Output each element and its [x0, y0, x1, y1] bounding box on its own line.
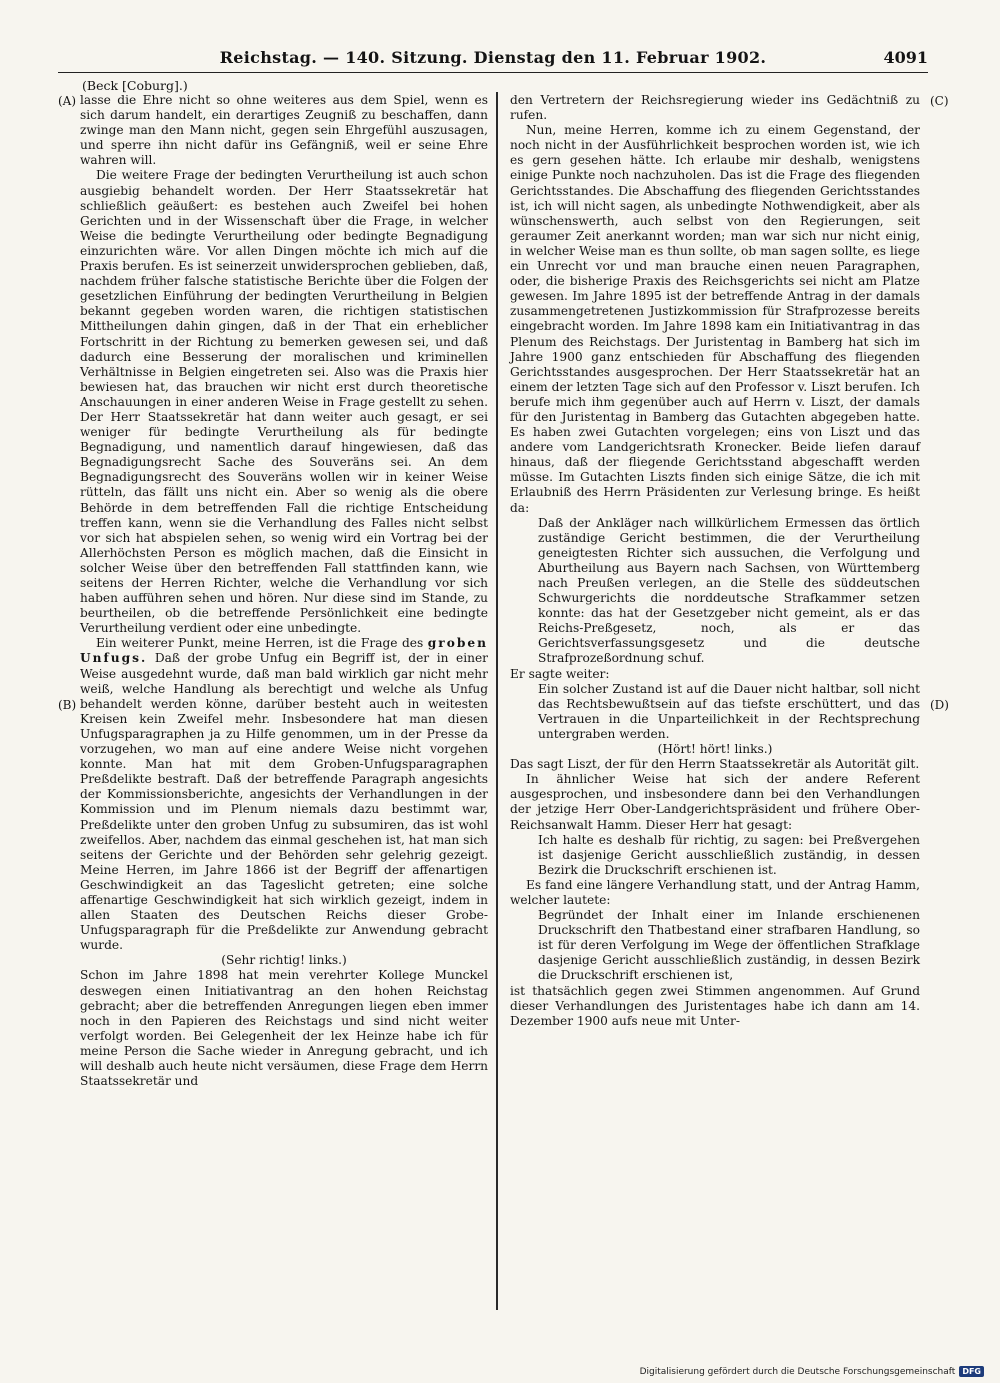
margin-marker-a: (A) [58, 94, 77, 108]
right-paragraph: ist thatsächlich gegen zwei Stimmen angenommen. Auf Grund dieser Verhandlungen des Juristentages habe ich dann am 14. Dezember 1900 aufs neue mit Unter- [510, 983, 920, 1028]
left-paragraph [80, 636, 488, 953]
left-column [80, 93, 488, 1089]
right-paragraph: den Vertretern der Reichsregierung wieder ins Gedächtniß zu rufen. [510, 93, 920, 123]
right-paragraph: Es fand eine längere Verhandlung statt, und der Antrag Hamm, welcher lautete: [510, 877, 920, 907]
column-divider [496, 92, 498, 1310]
page-number: 4091 [883, 48, 928, 67]
left-paragraph: Die weitere Frage der bedingten Verurtheilung ist auch schon ausgiebig behandelt worden. Der Herr Staatssekretär hat schließlich geäußert: es bestehen auch Zweifel bei hohen Gerichten und in der Wissenschaft über die Frage, in welcher Weise die bedingte Verurtheilung oder bedingte Begnadigung einzurichten wäre. Vor allen Dingen möchte ich mich auf die Praxis berufen. Es ist seinerzeit unwidersprochen geblieben, daß, nachdem früher falsche statistische Berichte über die Folgen der gesetzlichen Einführung der bedingten Verurtheilung in Belgien bekannt gegeben worden waren, die richtigen statistischen Mittheilungen dahin gingen, daß in der That ein erheblicher Fortschritt in der Richtung zu bemerken gewesen sei, und daß dadurch eine Besserung der moralischen und kriminellen Verhältnisse in Belgien eingetreten sei. Also was die Praxis hier bewiesen hat, das brauchen wir nicht erst durch theoretische Anschauungen in einer anderen Weise in Frage gestellt zu sehen. Der Herr Staatssekretär hat dann weiter auch gesagt, er sei weniger für bedingte Verurtheilung als für bedingte Begnadigung, und namentlich darauf hingewiesen, daß das Begnadigungsrecht Sache des Souveräns sei. An dem Begnadigungsrecht des Souveräns wollen wir in keiner Weise rütteln, das fällt uns nicht ein. Aber so wenig als die obere Behörde in dem betreffenden Fall die richtige Entscheidung treffen kann, wenn sie die Verhandlung des Falles nicht selbst vor sich hat abspielen sehen, so wenig wird ein Vortrag bei der Allerhöchsten Person es möglich machen, daß die Einsicht in solcher Weise über den betreffenden Fall stattfinden kann, wie seitens der Herren Richter, welche die Verhandlung vor sich haben aufführen sehen und hören. Nur diese sind im Stande, zu beurtheilen, ob die betreffende Persönlichkeit eine bedingte Verurtheilung verdient oder eine unbedingte. [80, 168, 488, 636]
dfg-logo: DFG [959, 1366, 984, 1377]
right-quote: Ein solcher Zustand ist auf die Dauer nicht haltbar, soll nicht das Rechtsbewußtsein auf das tiefste erschüttert, und das Vertrauen in die Unparteilichkeit in der Rechtsprechung untergraben werden. [538, 681, 920, 741]
right-paragraph: Er sagte weiter: [510, 666, 610, 681]
page-footer [640, 1366, 984, 1377]
left-paragraph: lasse die Ehre nicht so ohne weiteres aus dem Spiel, wenn es sich darum handelt, ein derartiges Zeugniß zu beschaffen, dann zwinge man den Mann nicht, gegen sein Ehrgefühl auszusagen, und sperre ihn nicht dafür ins Gefängniß, weil er seine Ehre wahren will. [80, 93, 488, 168]
right-paragraph: In ähnlicher Weise hat sich der andere Referent ausgesprochen, und insbesondere dann bei den Verhandlungen der jetzige Herr Ober-Landgerichtspräsident und frühere Ober-Reichsanwalt Hamm. Dieser Herr hat gesagt: [510, 772, 920, 832]
footer-text: Digitalisierung gefördert durch die Deutsche Forschungsgemeinschaft [639, 1366, 956, 1377]
left-paragraph-rest: Daß der grobe Unfug ein Begriff ist, der in einer Weise ausgedehnt wurde, daß man bald wirklich gar nicht mehr weiß, welche Handlung als berechtigt und welche als Unfug behandelt werden könne, darüber besteht auch in weitesten Kreisen kein Zweifel mehr. Insbesondere hat man diesen Unfugsparagraphen ja zu Hilfe genommen, um in der Presse da vorzugehen, wo man auf eine andere Weise nicht vorgehen konnte. Man hat mit dem Groben-Unfugsparagraphen Preßdelikte bestraft. Daß der betreffende Paragraph angesichts der Kommissionsberichte, angesichts der Verhandlungen in der Kommission und im Plenum niemals dazu bestimmt war, Preßdelikte unter den groben Unfug zu subsumiren, das ist wohl zweifellos. Aber, nachdem das einmal geschehen ist, hat man sich seitens der Gerichte und der Behörden sehr gelehrig gezeigt. Meine Herren, im Jahre 1866 ist der Begriff der affenartigen Geschwindigkeit an das Tageslicht getreten; eine solche affenartige Geschwindigkeit hat sich wirklich gezeigt, indem in allen Staaten des Deutschen Reichs dieser Grobe-Unfugsparagraph für die Preßdelikte zur Anwendung gebracht wurde. [80, 651, 489, 953]
right-column [510, 93, 920, 1029]
right-quote: Ich halte es deshalb für richtig, zu sagen: bei Preßvergehen ist dasjenige Gericht ausschließlich zuständig, in dessen Bezirk die Druckschrift erschienen ist. [538, 832, 920, 877]
speaker-label: (Beck [Coburg].) [82, 78, 188, 93]
right-paragraph: Das sagt Liszt, der für den Herrn Staatssekretär als Autorität gilt. [510, 757, 920, 772]
left-paragraph: Schon im Jahre 1898 hat mein verehrter Kollege Munckel deswegen einen Initiativantrag an den hohen Reichstag gebracht; aber die betreffenden Anregungen liegen eben immer noch in den Papieren des Reichstags und sind nicht weiter verfolgt worden. Bei Gelegenheit der lex Heinze habe ich für meine Person die Sache wieder in Anregung gebracht, und ich will deshalb auch heute nicht versäumen, diese Frage dem Herrn Staatssekretär und [80, 968, 488, 1089]
margin-marker-c: (C) [930, 94, 949, 108]
margin-marker-b: (B) [58, 698, 77, 712]
right-quote: Begründet der Inhalt einer im Inlande erschienenen Druckschrift den Thatbestand einer strafbaren Handlung, so ist für deren Verfolgung im Wege der öffentlichen Strafklage dasjenige Gericht ausschließlich zuständig, in dessen Bezirk die Druckschrift erschienen ist, [538, 908, 920, 983]
right-paragraph: Nun, meine Herren, komme ich zu einem Gegenstand, der noch nicht in der Ausführlichkeit besprochen worden ist, wie ich es gern gesehen hätte. Ich erlaube mir deshalb, wenigstens einige Punkte noch nachzuholen. Das ist die Frage des fliegenden Gerichtsstandes. Die Abschaffung des fliegenden Gerichtsstandes ist, ich will nicht sagen, als unbedingte Nothwendigkeit, aber als wünschenswerth, auch selbst von den Regierungen, seit geraumer Zeit anerkannt worden; man war sich nur nicht einig, in welcher Weise man es thun sollte, ob man sagen sollte, es liege ein Unrecht vor und man brauche einen neuen Paragraphen, oder, die bisherige Praxis des Reichsgerichts sei nicht am Platze gewesen. Im Jahre 1895 ist der betreffende Antrag in der damals zusammengetretenen Justizkommission für Strafprozesse bereits eingebracht worden. Im Jahre 1898 kam ein Initiativantrag in das Plenum des Reichstags. Der Juristentag in Bamberg hat sich im Jahre 1900 ganz entschieden für Abschaffung des fliegenden Gerichtsstandes ausgesprochen. Der Herr Staatssekretär hat an einem der letzten Tage sich auf den Professor v. Liszt berufen. Ich berufe mich ihm gegenüber auch auf Herrn v. Liszt, der damals für den Juristentag in Bamberg das Gutachten abgegeben hatte. Es haben zwei Gutachten vorgelegen; eins von Liszt und das andere vom Landgerichtsrath Kronecker. Beide liefen darauf hinaus, daß der fliegende Gerichtsstand abgeschafft werden müsse. Im Gutachten Liszts finden sich einige Sätze, die ich mit Erlaubniß des Herrn Präsidenten zur Verlesung bringe. Es heißt da: [510, 123, 920, 515]
right-interjection: (Hört! hört! links.) [657, 742, 773, 757]
left-interjection: (Sehr richtig! links.) [221, 953, 347, 968]
page-header [58, 48, 928, 73]
margin-marker-d: (D) [930, 698, 949, 712]
right-quote: Daß der Ankläger nach willkürlichem Ermessen das örtlich zuständige Gericht bestimmen, die der Verurtheilung geneigtesten Richter sich aussuchen, die Verfolgung und Aburtheilung aus Bayern nach Sachsen, von Württemberg nach Preußen verlegen, an die Stelle des süddeutschen Schwurgerichts die norddeutsche Strafkammer setzen konnte: das hat der Gesetzgeber nicht gemeint, als er das Reichs-Preßgesetz, noch, als er das Gerichtsverfassungsgesetz und die deutsche Strafprozeßordnung schuf. [538, 515, 920, 666]
page-header-title: Reichstag. — 140. Sitzung. Dienstag den 11. Februar 1902. [219, 48, 767, 67]
left-paragraph-emphasis: groben Unfugs. [80, 636, 488, 666]
left-paragraph-lead: Ein weiterer Punkt, meine Herren, ist die Frage des [96, 636, 424, 651]
